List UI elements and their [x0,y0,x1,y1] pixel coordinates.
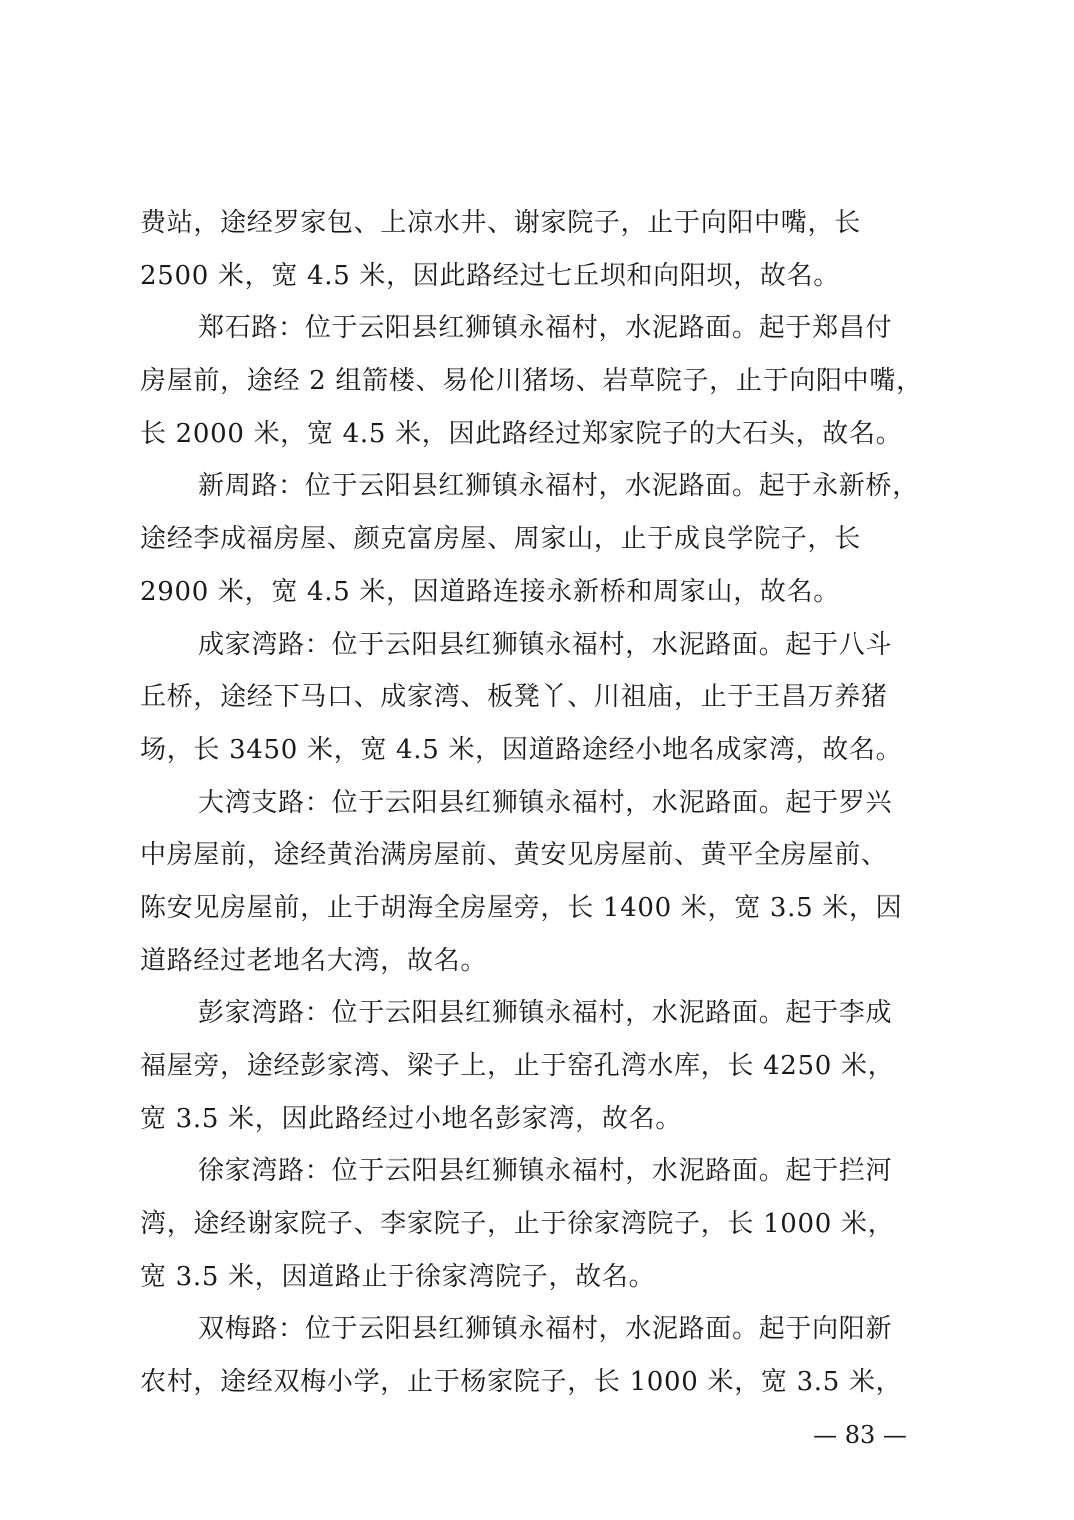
text-line: 2900 米，宽 4.5 米，因道路连接永新桥和周家山，故名。 [140,576,841,607]
text-line: 长 2000 米，宽 4.5 米，因此路经过郑家院子的大石头，故名。 [140,418,903,449]
text-line: 福屋旁，途经彭家湾、梁子上，止于窑孔湾水库，长 4250 米， [140,1051,895,1081]
body-text [140,197,940,1409]
text-line: 新周路：位于云阳县红狮镇永福村，水泥路面。起于永新桥， [198,471,919,502]
para-pengjiawan-road [140,987,940,1145]
para-dawan-branch-road [140,777,940,988]
para-zhengshi-road [140,302,940,460]
text-line: 湾，途经谢家院子、李家院子，止于徐家湾院子，长 1000 米， [140,1209,895,1240]
para-shuangmei-road [140,1303,940,1408]
text-line: 大湾支路：位于云阳县红狮镇永福村，水泥路面。起于罗兴 [198,787,893,818]
text-line: 陈安见房屋前，止于胡海全房屋旁，长 1400 米，宽 3.5 米，因 [140,892,903,923]
para-chengjiawan-road [140,619,940,777]
text-line: 费站，途经罗家包、上凉水井、谢家院子，止于向阳中嘴，长 [140,208,861,238]
para-qiqiu-road-end [140,197,940,302]
text-line: 中房屋前，途经黄治满房屋前、黄安见房屋前、黄平全房屋前、 [140,840,888,871]
text-line: 房屋前，途经 2 组箭楼、易伦川猪场、岩草院子，止于向阳中嘴， [140,366,923,397]
page-number: — 83 — [813,1421,907,1449]
text-line: 场，长 3450 米，宽 4.5 米，因道路途经小地名成家湾，故名。 [140,734,903,765]
text-line: 2500 米，宽 4.5 米，因此路经过七丘坝和向阳坝，故名。 [140,260,841,291]
text-line: 双梅路：位于云阳县红狮镇永福村，水泥路面。起于向阳新 [198,1314,893,1345]
text-line: 郑石路：位于云阳县红狮镇永福村，水泥路面。起于郑昌付 [198,313,893,344]
text-line: 途经李成福房屋、颜克富房屋、周家山，止于成良学院子，长 [140,524,861,555]
text-line: 宽 3.5 米，因道路止于徐家湾院子，故名。 [140,1261,656,1292]
text-line: 丘桥，途经下马口、成家湾、板凳丫、川祖庙，止于王昌万养猪 [140,682,888,713]
text-line: 成家湾路：位于云阳县红狮镇永福村，水泥路面。起于八斗 [198,629,893,660]
text-line: 道路经过老地名大湾，故名。 [140,945,488,976]
text-line: 徐家湾路：位于云阳县红狮镇永福村，水泥路面。起于拦河 [198,1156,893,1187]
text-line: 彭家湾路：位于云阳县红狮镇永福村，水泥路面。起于李成 [198,998,893,1029]
para-xinzhou-road [140,460,940,618]
para-xujiawan-road [140,1145,940,1303]
text-line: 农村，途经双梅小学，止于杨家院子，长 1000 米，宽 3.5 米， [140,1367,903,1398]
text-line: 宽 3.5 米，因此路经过小地名彭家湾，故名。 [140,1103,682,1134]
